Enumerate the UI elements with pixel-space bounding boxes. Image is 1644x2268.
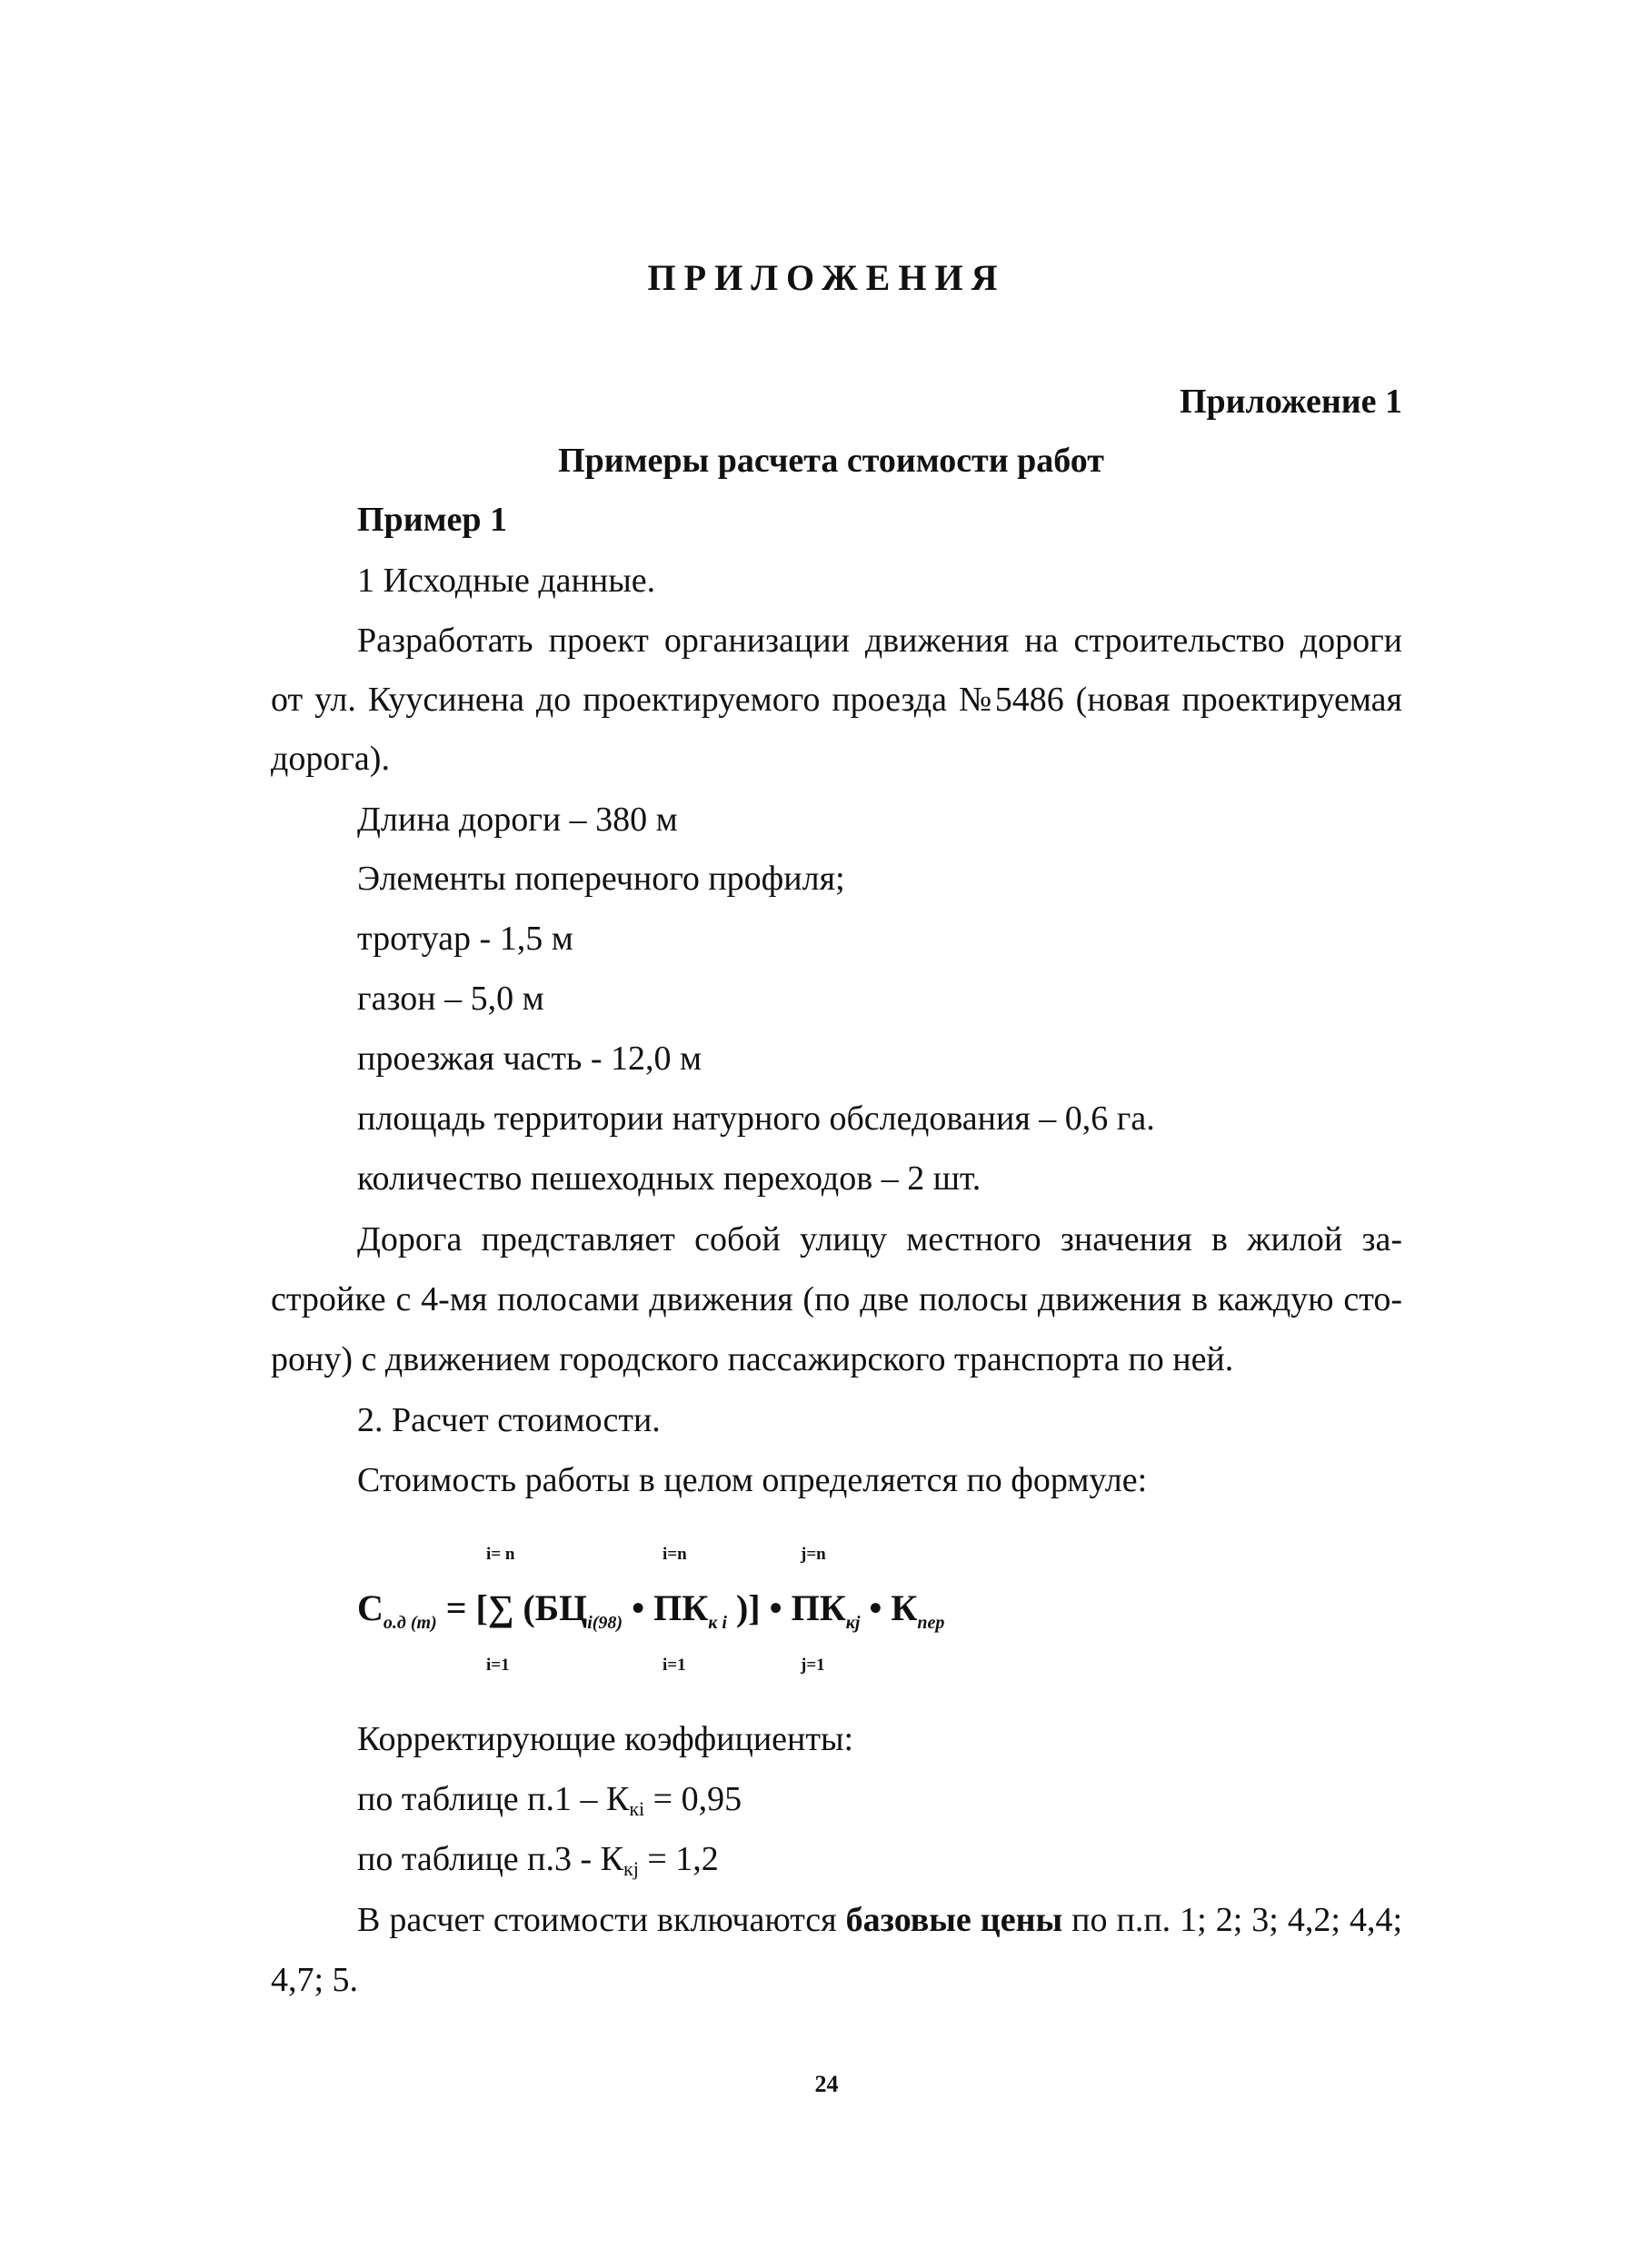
calc-heading: 2. Расчет стоимости.	[357, 1401, 661, 1439]
task-line-3: дорога).	[271, 740, 390, 778]
road-length: Длина дороги – 380 м	[357, 801, 678, 839]
description-line-3: рону) с движением городского пассажирского транспорта по ней.	[271, 1340, 1234, 1378]
lower-limit-2: i=1	[663, 1656, 686, 1675]
lower-limit-3: j=1	[801, 1656, 825, 1675]
profile-elements: Элементы поперечного профиля;	[357, 860, 845, 898]
lower-limit-1: i=1	[486, 1656, 510, 1675]
appendix-label: Приложение 1	[1179, 383, 1402, 421]
formula-expression: $С_{о.д (т)}$ = [∑ ($БЦ_{i(98)}$ • $ПК_{к i}$ )] • $ПК_{кj}$ • $К_{пер}$	[357, 1587, 945, 1633]
sidewalk-width: тротуар - 1,5 м	[357, 920, 573, 958]
upper-limit-2: i=n	[663, 1545, 687, 1564]
example-title: Пример 1	[357, 501, 507, 539]
cost-formula	[357, 1545, 1102, 1681]
carriageway-width: проезжая часть - 12,0 м	[357, 1040, 702, 1078]
task-line-1: Разработать проект организации движения на строительство дороги	[357, 622, 1402, 660]
initial-data-heading: 1 Исходные данные.	[357, 562, 656, 600]
crossings-count: количество пешеходных переходов – 2 шт.	[357, 1159, 981, 1198]
section-title: Примеры расчета стоимости работ	[558, 442, 1104, 480]
base-prices-line-1: В расчет стоимости включаются базовые цены по п.п. 1; 2; 3; 4,2; 4,4;	[357, 1901, 1403, 1939]
description-line-1: Дорога представляет собой улицу местного значения в жилой за-	[357, 1220, 1402, 1258]
lawn-width: газон – 5,0 м	[357, 980, 544, 1018]
description-line-2: стройке с 4-мя полосами движения (по две полосы движения в каждую сто-	[271, 1280, 1402, 1318]
base-prices-line-2: 4,7; 5.	[271, 1961, 359, 1999]
coef-heading: Корректирующие коэффициенты:	[357, 1720, 854, 1758]
task-line-2: от ул. Куусинена до проектируемого проезда №5486 (новая проектируемая	[271, 681, 1402, 719]
appendix-heading: ПРИЛОЖЕНИЯ	[647, 257, 1006, 298]
formula-intro: Стоимость работы в целом определяется по формуле:	[357, 1461, 1148, 1499]
upper-limit-3: j=n	[801, 1545, 826, 1564]
coef-table-3: по таблице $п.3 - К_{кj} = 1,2$	[357, 1840, 719, 1880]
survey-area: площадь территории натурного обследования – 0,6 га.	[357, 1099, 1155, 1138]
coef-table-1: по таблице $п.1 - К_{кi} = 0,95$	[357, 1780, 742, 1820]
page-number: 24	[814, 2071, 839, 2097]
upper-limit-1: i= n	[486, 1545, 515, 1564]
